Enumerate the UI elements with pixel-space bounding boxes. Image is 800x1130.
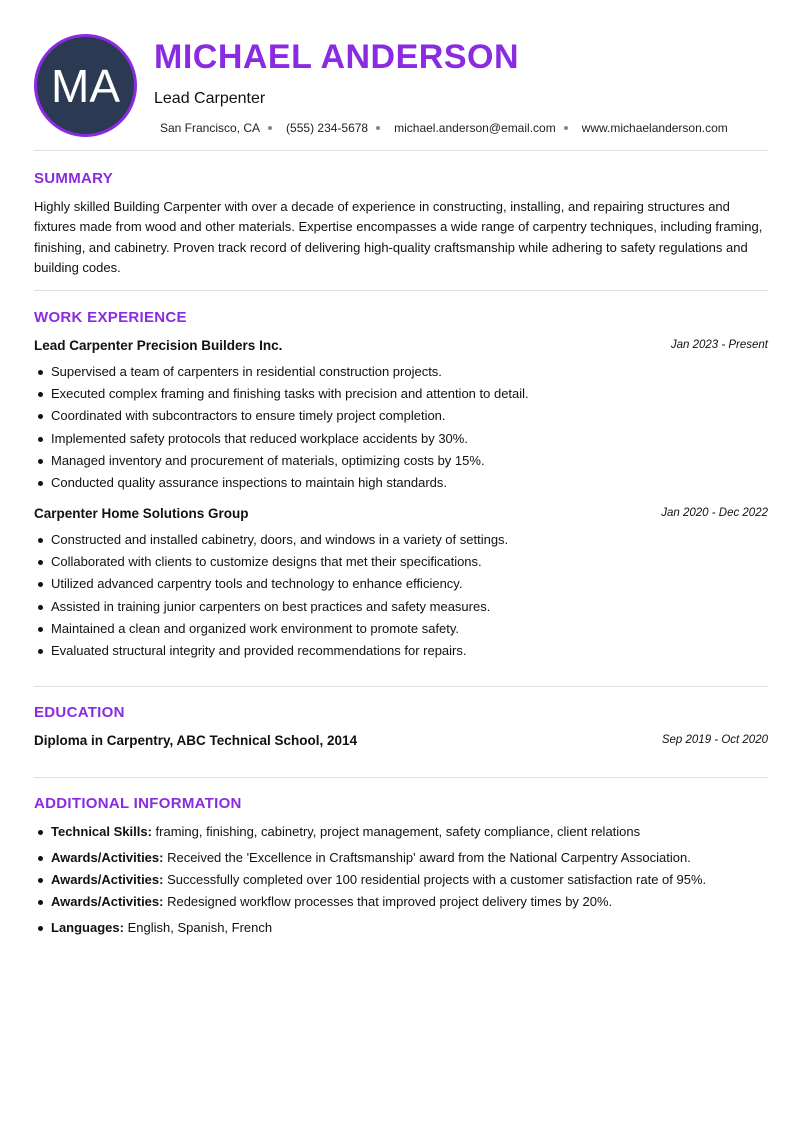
separator-dot [376, 126, 380, 130]
summary-text: Highly skilled Building Carpenter with over a decade of experience in constructing, installing, and repairing structures and fixtures made from wood and other materials. Expertise encompasses a wide range of carpentry techniques, including framing, finishing, and cabinetry. Proven track record of delivering high-quality craftsmanship while adhering to safety regulations and building codes. [34, 199, 763, 275]
list-item: Coordinated with subcontractors to ensure timely project completion. [34, 407, 768, 429]
list-item: Maintained a clean and organized work environment to promote safety. [34, 620, 768, 642]
info-label: Awards/Activities: [51, 894, 164, 909]
list-item: Evaluated structural integrity and provided recommendations for repairs. [34, 642, 768, 664]
education-heading: EDUCATION [34, 704, 125, 721]
list-item [34, 871, 768, 893]
list-item [34, 849, 768, 871]
resume-header [34, 34, 768, 138]
avatar [34, 34, 137, 137]
info-label: Languages: [51, 920, 124, 935]
work-experience-heading: WORK EXPERIENCE [34, 309, 187, 326]
summary-heading: SUMMARY [34, 170, 114, 187]
info-label: Technical Skills: [51, 824, 152, 839]
info-text: framing, finishing, cabinetry, project management, safety compliance, client relations [151, 824, 641, 839]
info-text: Successfully completed over 100 residential projects with a customer satisfaction rate of 95%. [163, 872, 707, 887]
section-divider [34, 686, 768, 687]
list-item: Collaborated with clients to customize designs that met their specifications. [34, 553, 768, 575]
section-divider [34, 290, 768, 291]
info-text: English, Spanish, French [123, 920, 273, 935]
info-text: Received the 'Excellence in Craftsmanship' award from the National Carpentry Association. [163, 850, 691, 865]
job-role: Carpenter Home Solutions Group [34, 506, 249, 521]
contact-website[interactable]: www.michaelanderson.com [581, 121, 728, 135]
job-title: Lead Carpenter [154, 90, 266, 107]
list-item [34, 893, 768, 919]
separator-dot [268, 126, 272, 130]
list-item: Executed complex framing and finishing tasks with precision and attention to detail. [34, 385, 768, 407]
contact-email[interactable]: michael.anderson@email.com [394, 121, 556, 135]
job-bullets [34, 363, 768, 496]
contact-location: San Francisco, CA [160, 121, 261, 135]
list-item [34, 823, 768, 849]
info-label: Awards/Activities: [51, 872, 164, 887]
education-entry [34, 733, 768, 751]
additional-info-heading: ADDITIONAL INFORMATION [34, 795, 242, 812]
list-item: Utilized advanced carpentry tools and technology to enhance efficiency. [34, 575, 768, 597]
contact-info [160, 121, 728, 135]
job-role: Lead Carpenter Precision Builders Inc. [34, 338, 283, 353]
list-item: Assisted in training junior carpenters on best practices and safety measures. [34, 598, 768, 620]
education-date: Sep 2019 - Oct 2020 [661, 734, 768, 746]
list-item: Conducted quality assurance inspections to maintain high standards. [34, 474, 768, 496]
contact-phone: (555) 234-5678 [286, 121, 369, 135]
list-item: Supervised a team of carpenters in residential construction projects. [34, 363, 768, 385]
additional-info-list [34, 823, 768, 937]
list-item: Constructed and installed cabinetry, doors, and windows in a variety of settings. [34, 531, 768, 553]
job-bullets [34, 531, 768, 664]
job-header [34, 506, 768, 524]
job-header [34, 338, 768, 356]
separator-dot [564, 126, 568, 130]
info-label: Awards/Activities: [51, 850, 164, 865]
job-date: Jan 2023 - Present [670, 339, 768, 351]
job-date: Jan 2020 - Dec 2022 [661, 507, 768, 519]
section-divider [34, 777, 768, 778]
avatar-initials: MA [51, 59, 120, 112]
list-item: Managed inventory and procurement of materials, optimizing costs by 15%. [34, 452, 768, 474]
section-divider [34, 150, 768, 151]
info-text: Redesigned workflow processes that improved project delivery times by 20%. [163, 894, 613, 909]
list-item: Implemented safety protocols that reduced workplace accidents by 30%. [34, 430, 768, 452]
education-degree: Diploma in Carpentry, ABC Technical School, 2014 [34, 733, 358, 748]
candidate-name: MICHAEL ANDERSON [154, 38, 520, 76]
list-item [34, 919, 768, 937]
